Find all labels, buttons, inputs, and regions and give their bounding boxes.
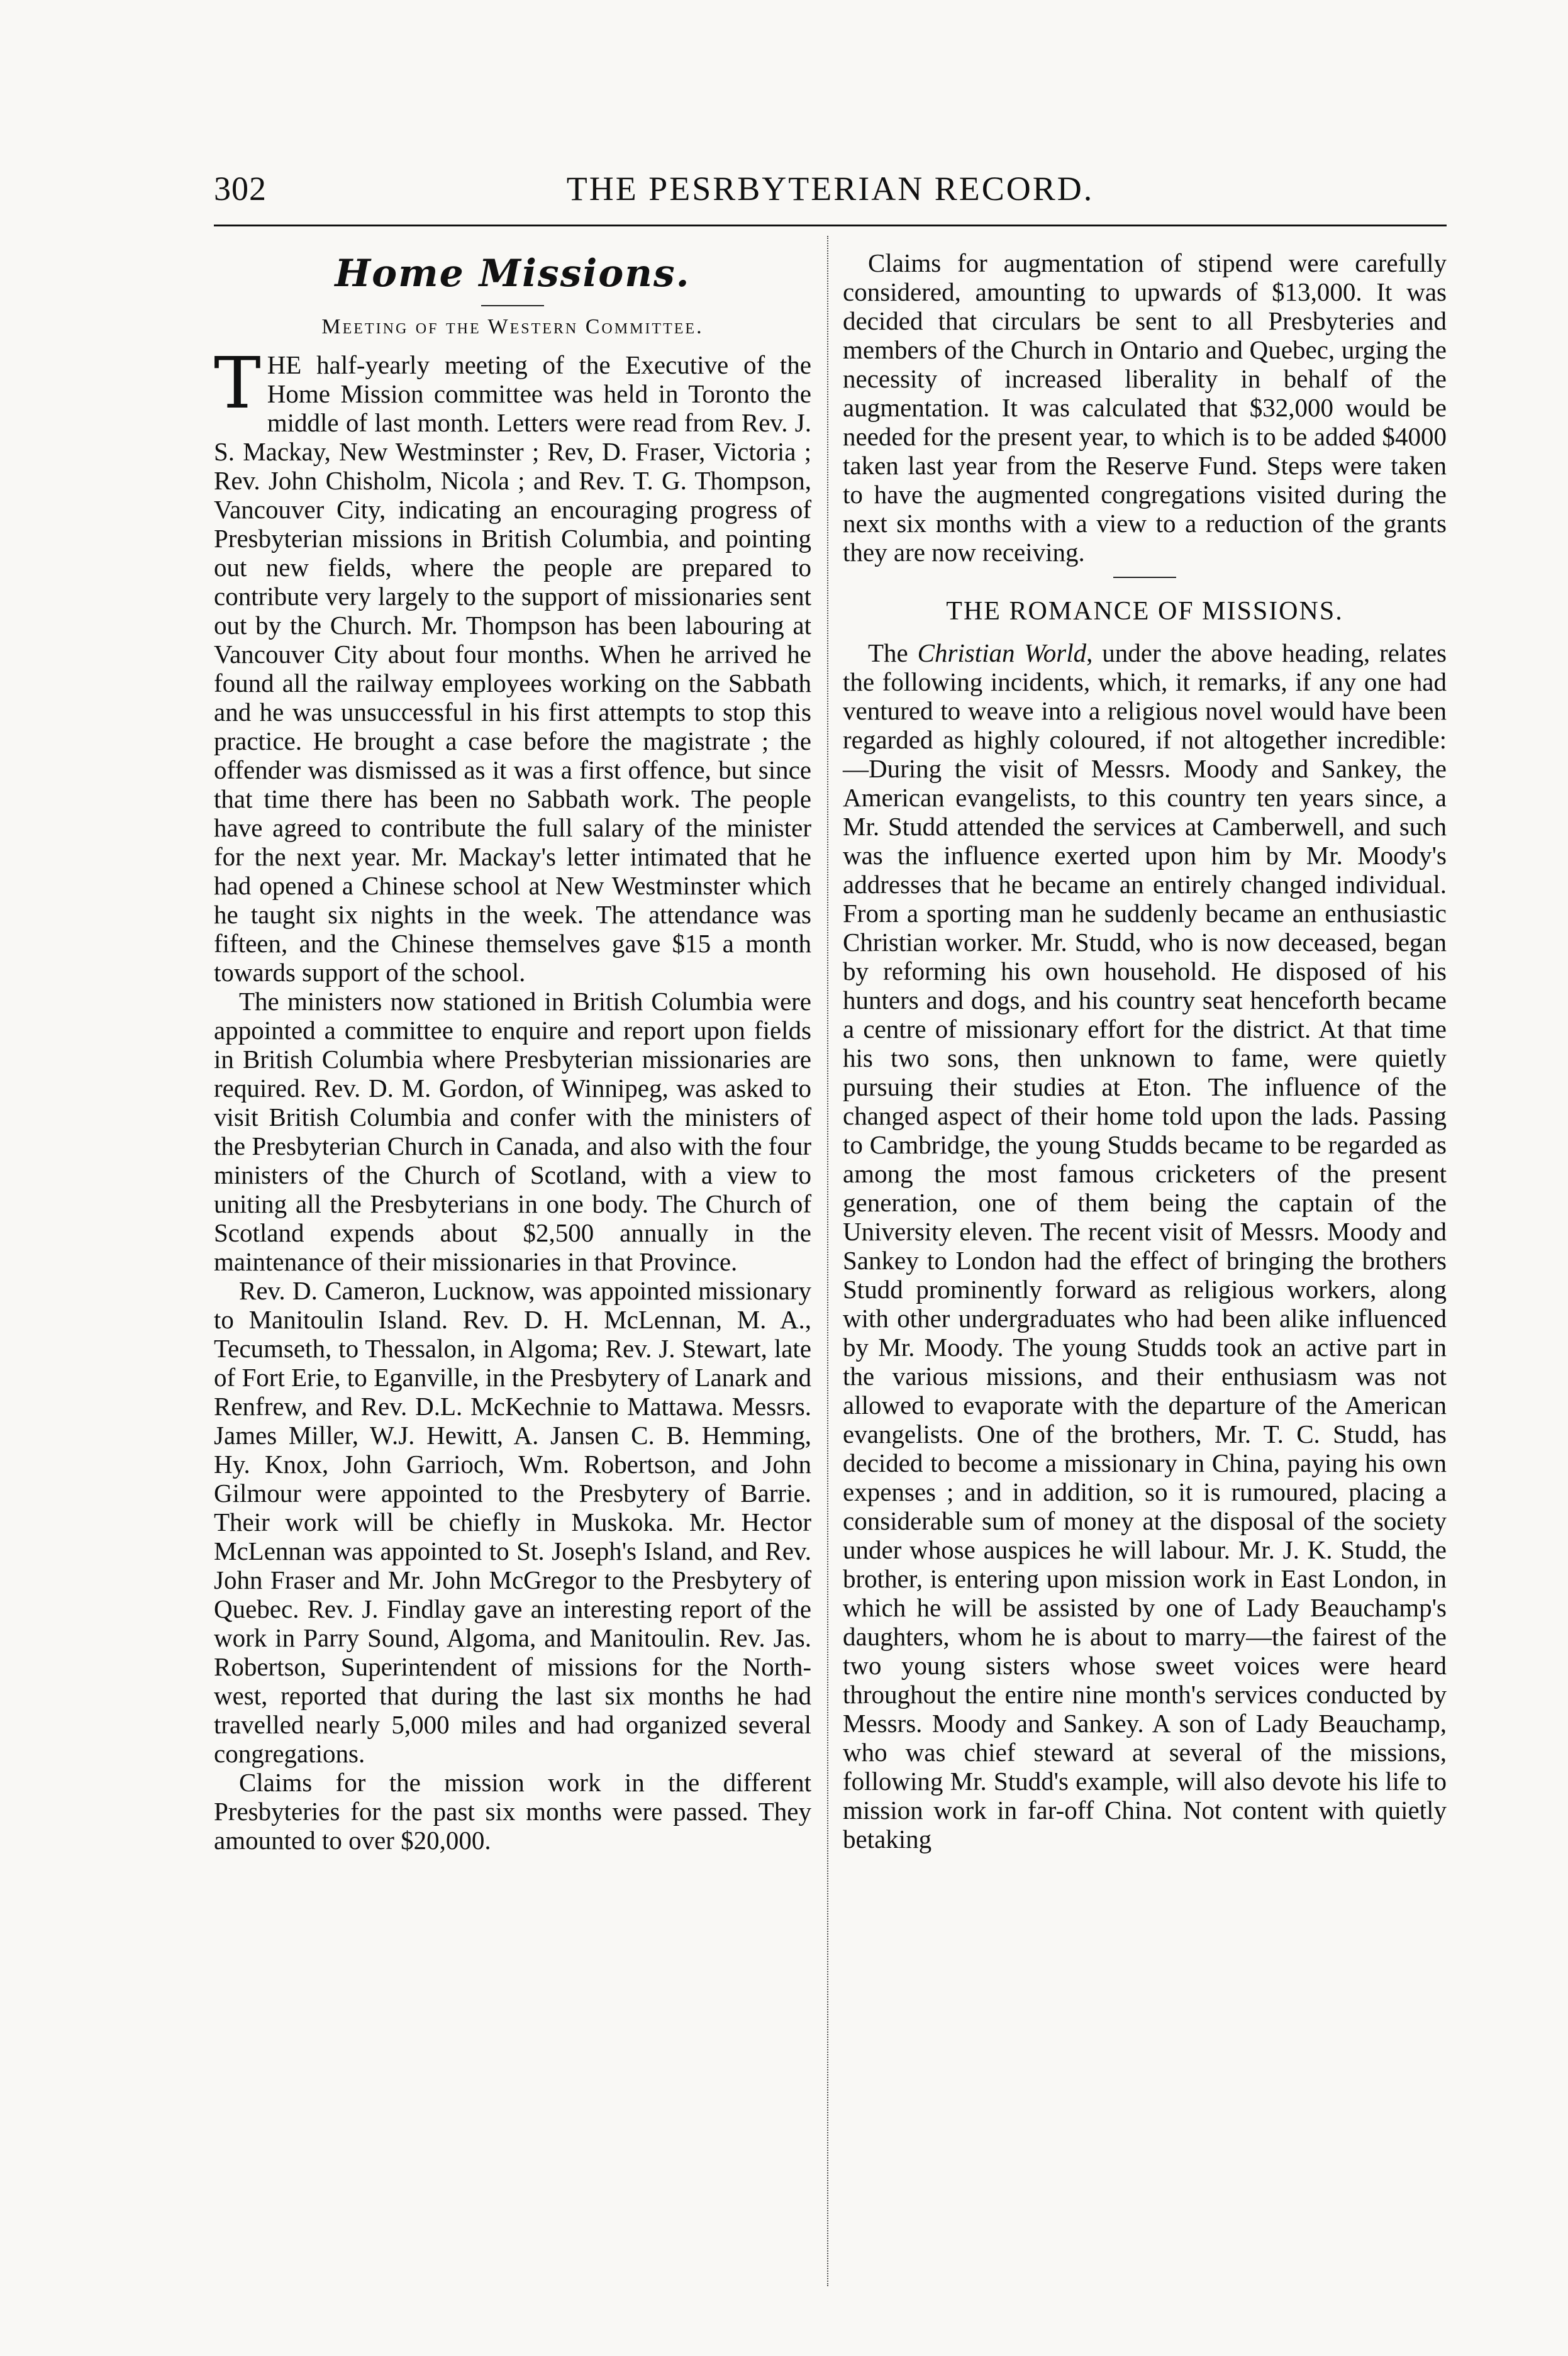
page-number: 302 (214, 170, 267, 208)
left-column (214, 248, 811, 1855)
page (214, 160, 1447, 2299)
paragraph-lead: The (868, 638, 918, 667)
section-heading: Home Missions. (335, 252, 691, 296)
subheading: Meeting of the Western Committee. (321, 315, 704, 338)
paragraph: The ministers now stationed in British Columbia were appointed a committee to enquire and report upon fields in British Columbia where Presbyterian missionaries are required. Rev. D. M. Gordon, of Winnipeg, was asked to visit British Columbia and confer with the ministers of the Presbyterian Church in Canada, and also with the four ministers of the Church of Scotland, with a view to uniting all the Presbyterians in one body. The Church of Scotland expends about $2,500 annually in the maintenance of their missionaries in that Province. (214, 987, 811, 1276)
heading-rule (481, 305, 544, 306)
paragraph-text: HE half-yearly meeting of the Executive of the Home Mission committee was held in Toronto the middle of last month. Letters were read from Rev. J. S. Mackay, New Westminster ; Rev, D. Fraser, Victoria ; Rev. John Chisholm, Nicola ; and Rev. T. G. Thompson, Vancouver City, indicating an encouraging progress of Presbyterian missions in British Columbia, and pointing out new fields, where the people are prepared to contribute very largely to the support of missionaries sent out by the Church. Mr. Thompson has been labouring at Vancouver City about four months. When he arrived he found all the railway employees working on the Sabbath and he was unsuccessful in his first attempts to stop this practice. He brought a case before the magistrate ; the offender was dismissed as it was a first offence, but since that time there has been no Sabbath work. The people have agreed to contribute the full salary of the minister for the next year. Mr. Mackay's letter intimated that he had opened a Chinese school at New Westminster which he taught six nights in the week. The attendance was fifteen, and the Chinese themselves gave $15 a month towards support of the school. (214, 350, 811, 987)
drop-cap: T (214, 343, 261, 425)
page-header (214, 160, 1447, 217)
section-rule (1113, 577, 1176, 578)
right-column (843, 248, 1447, 1853)
column-divider (827, 236, 828, 2286)
paragraph (214, 343, 811, 987)
article-title: THE ROMANCE OF MISSIONS. (946, 597, 1343, 626)
paragraph: Claims for the mission work in the different Presbyteries for the past six months were passed. They amounted to over $20,000. (214, 1768, 811, 1855)
header-rule (214, 225, 1447, 226)
paragraph: Rev. D. Cameron, Lucknow, was appointed missionary to Manitoulin Island. Rev. D. H. McLennan, M. A., Tecumseth, to Thessalon, in Algoma; Rev. J. Stewart, late of Fort Erie, to Eganville, in the Presbytery of Lanark and Renfrew, and Rev. D.L. McKechnie to Mattawa. Messrs. James Miller, W.J. Hewitt, A. Jansen C. B. Hemming, Hy. Knox, John Garrioch, Wm. Robertson, and John Gilmour were appointed to the Presbytery of Barrie. Their work will be chiefly in Muskoka. Mr. Hector McLennan was appointed to St. Joseph's Island, and Rev. John Fraser and Mr. John McGregor to the Presbytery of Quebec. Rev. J. Findlay gave an interesting report of the work in Parry Sound, Algoma, and Manitoulin. Rev. Jas. Robertson, Superintendent of missions for the North-west, reported that during the last six months he had travelled nearly 5,000 miles and had organized several congregations. (214, 1276, 811, 1768)
publication-title: Christian World (917, 638, 1087, 667)
paragraph-text: , under the above heading, relates the following incidents, which, it remarks, if any one had ventured to weave into a religious novel would have been regarded as highly coloured, if not altogether incredible:—During the visit of Messrs. Moody and Sankey, the American evangelists, to this country ten years since, a Mr. Studd attended the services at Camberwell, and such was the influence exerted upon him by Mr. Moody's addresses that he became an entirely changed individual. From a sporting man he suddenly became an enthusiastic Christian worker. Mr. Studd, who is now deceased, began by reforming his own household. He disposed of his hunters and dogs, and his country seat henceforth became a centre of missionary effort for the district. At that time his two sons, then unknown to fame, were quietly pursuing their studies at Eton. The influence of the changed aspect of their home told upon the lads. Passing to Cambridge, the young Studds became to be regarded as among the most famous cricketers of the present generation, one of them being the captain of the University eleven. The recent visit of Messrs. Moody and Sankey to London had the effect of bringing the brothers Studd prominently forward as religious workers, along with other undergraduates who had been alike influenced by Mr. Moody. The young Studds took an active part in the various missions, and their enthusiasm was not allowed to evaporate with the departure of the American evangelists. One of the brothers, Mr. T. C. Studd, has decided to become a missionary in China, paying his own expenses ; and in addition, so it is rumoured, placing a considerable sum of money at the disposal of the society under whose auspices he will labour. Mr. J. K. Studd, the brother, is entering upon mission work in East London, in which he will be assisted by one of Lady Beauchamp's daughters, whom he is about to marry—the fairest of the two young sisters whose sweet voices were heard throughout the entire nine month's services conducted by Messrs. Moody and Sankey. A son of Lady Beauchamp, who was chief steward at several of the missions, following Mr. Studd's example, will also devote his life to mission work in far-off China. Not content with quietly betaking (843, 638, 1447, 1853)
paragraph (843, 638, 1447, 1853)
paragraph: Claims for augmentation of stipend were carefully considered, amounting to upwards of $13,000. It was decided that circulars be sent to all Presbyteries and members of the Church in Ontario and Quebec, urging the necessity of increased liberality in behalf of the augmentation. It was calculated that $32,000 would be needed for the present year, to which is to be added $4000 taken last year from the Reserve Fund. Steps were taken to have the augmented congregations visited during the next six months with a view to a reduction of the grants they are now receiving. (843, 248, 1447, 567)
running-title: THE PESRBYTERIAN RECORD. (566, 170, 1094, 208)
